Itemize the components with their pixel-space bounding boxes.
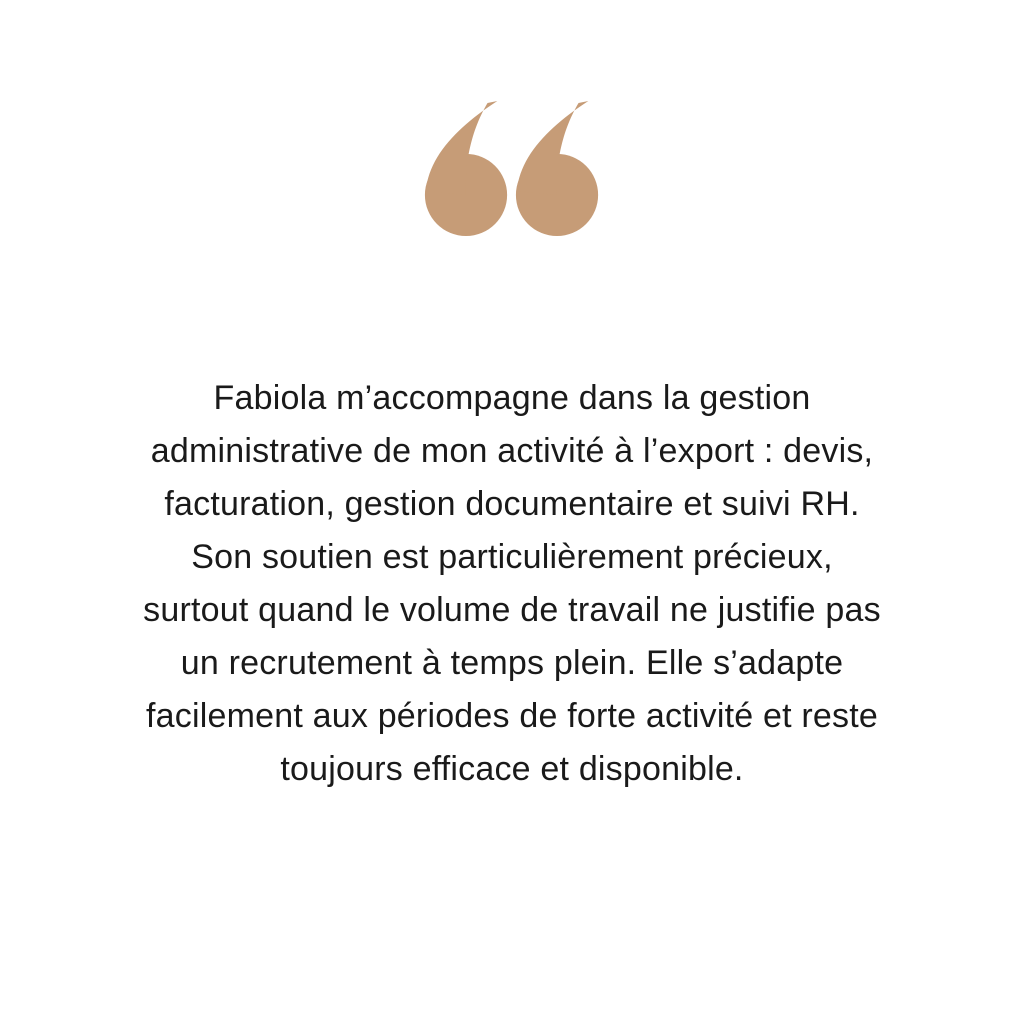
- quote-line: surtout quand le volume de travail ne justifie pas: [143, 591, 881, 629]
- quote-line: Son soutien est particulièrement précieux,: [191, 538, 833, 576]
- opening-double-quote-icon: [423, 101, 601, 238]
- quote-glyphs: [425, 101, 598, 236]
- quote-line: un recrutement à temps plein. Elle s’adapte: [180, 644, 844, 682]
- quote-line: facturation, gestion documentaire et suivi RH.: [164, 485, 860, 523]
- quote-comma-left: [425, 101, 507, 236]
- quote-line: facilement aux périodes de forte activité et reste: [146, 697, 878, 735]
- quote-line: toujours efficace et disponible.: [280, 750, 744, 788]
- quote-line: Fabiola m’accompagne dans la gestion: [213, 379, 811, 417]
- quote-line: administrative de mon activité à l’export : devis,: [150, 432, 874, 470]
- testimonial-text: [32, 372, 992, 796]
- quote-comma-right: [516, 101, 598, 236]
